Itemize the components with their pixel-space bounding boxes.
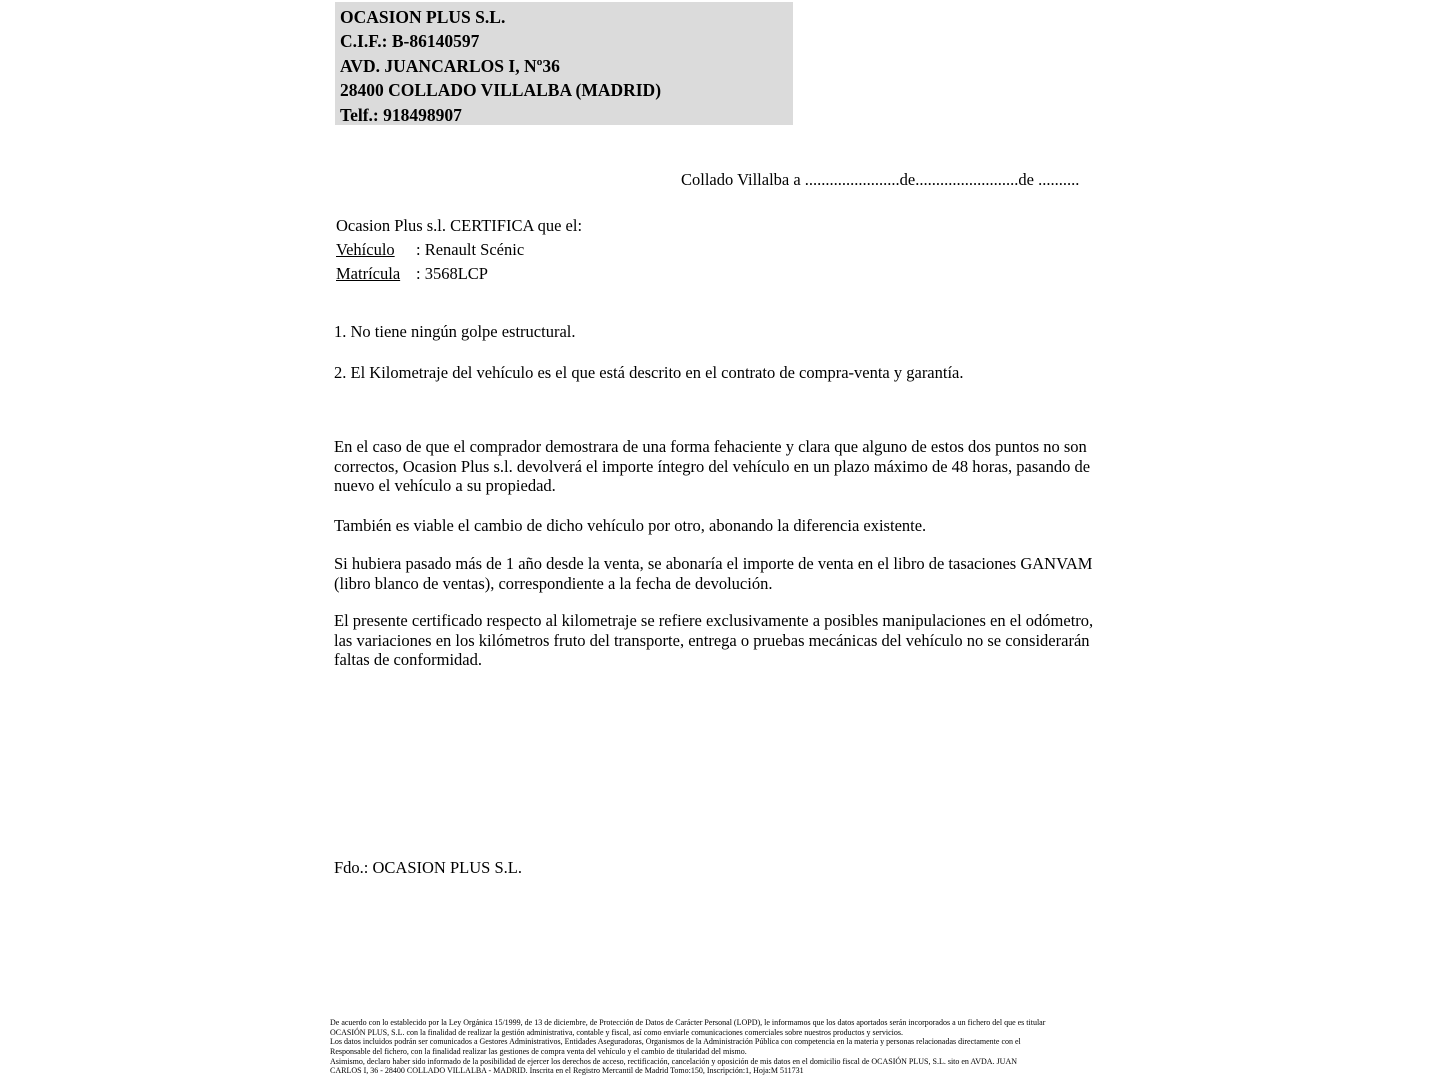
plate-field bbox=[336, 262, 582, 286]
plate-field-value: : 3568LCP bbox=[416, 264, 488, 283]
paragraph-odometer-disclaimer: El presente certificado respecto al kilometraje se refiere exclusivamente a posibles manipulaciones en el odómetro, las variaciones en los kilómetros fruto del transporte, entrega o pruebas mecánicas del vehículo no se considerarán faltas de conformidad. bbox=[334, 611, 1094, 669]
certification-block bbox=[336, 214, 582, 286]
certification-intro: Ocasion Plus s.l. CERTIFICA que el: bbox=[336, 216, 583, 235]
date-line: Collado Villalba a .......................de.........................de .......... bbox=[681, 170, 1080, 189]
fine-print-line: OCASIÓN PLUS, S.L. con la finalidad de realizar la gestión administrativa, contable y fiscal, así como enviarle comunicaciones comerciales sobre nuestros productos y servicios. bbox=[330, 1027, 903, 1037]
paragraph-refund-conditions: En el caso de que el comprador demostrara de una forma fehaciente y clara que alguno de estos dos puntos no son correctos, Ocasion Plus s.l. devolverá el importe íntegro del vehículo en un plazo máximo de 48 horas, pasando de nuevo el vehículo a su propiedad. bbox=[334, 437, 1091, 495]
fine-print-line: Responsable del fichero, con la finalidad realizar las gestiones de compra venta del vehículo y el cambio de titularidad del mismo. bbox=[330, 1046, 747, 1056]
fine-print-line: De acuerdo con lo establecido por la Ley Orgánica 15/1999, de 13 de diciembre, de Protección de Datos de Carácter Personal (LOPD), le informamos que los datos aportados serán incorporados a un fichero del que es titular bbox=[330, 1018, 1046, 1027]
letterhead-company-name: OCASION PLUS S.L. bbox=[340, 7, 506, 27]
letterhead-address: AVD. JUANCARLOS I, Nº36 bbox=[340, 55, 560, 76]
plate-field-label: Matrícula bbox=[336, 264, 401, 283]
letterhead-city: 28400 COLLADO VILLALBA (MADRID) bbox=[340, 80, 662, 101]
paragraph-ganvam-valuation: Si hubiera pasado más de 1 año desde la venta, se abonaría el importe de venta en el libro de tasaciones GANVAM (libro blanco de ventas), correspondiente a la fecha de devolución. bbox=[334, 554, 1093, 593]
letterhead-phone: Telf.: 918498907 bbox=[340, 104, 462, 125]
vehicle-field-value: : Renault Scénic bbox=[416, 240, 525, 259]
legal-fine-print bbox=[330, 1018, 1045, 1076]
numbered-item-1: 1. No tiene ningún golpe estructural. bbox=[334, 322, 576, 341]
vehicle-field bbox=[336, 238, 582, 262]
fine-print-line: CARLOS I, 36 - 28400 COLLADO VILLALBA - MADRID. Inscrita en el Registro Mercantil de Madrid Tomo:150, Inscripción:1, Hoja:M 511731 bbox=[330, 1066, 804, 1076]
fine-print-line: Asimismo, declaro haber sido informado de la posibilidad de ejercer los derechos de acceso, rectificación, cancelación y oposición de mis datos en el domicilio fiscal de OCASIÓN PLUS, S.L. sito en AVDA. JUAN bbox=[330, 1056, 1018, 1066]
paragraph-vehicle-exchange: También es viable el cambio de dicho vehículo por otro, abonando la diferencia existente. bbox=[334, 516, 927, 535]
vehicle-field-label: Vehículo bbox=[336, 240, 395, 259]
signature-line: Fdo.: OCASION PLUS S.L. bbox=[334, 858, 522, 877]
fine-print-line: Los datos incluidos podrán ser comunicados a Gestores Administrativos, Entidades Aseguradoras, Organismos de la Administración Pública con competencia en la materia y personas relacionadas directamente con el bbox=[330, 1037, 1021, 1047]
letterhead-box bbox=[335, 2, 793, 125]
numbered-item-2: 2. El Kilometraje del vehículo es el que está descrito en el contrato de compra-venta y garantía. bbox=[334, 363, 964, 382]
letterhead-cif: C.I.F.: B-86140597 bbox=[340, 31, 480, 52]
